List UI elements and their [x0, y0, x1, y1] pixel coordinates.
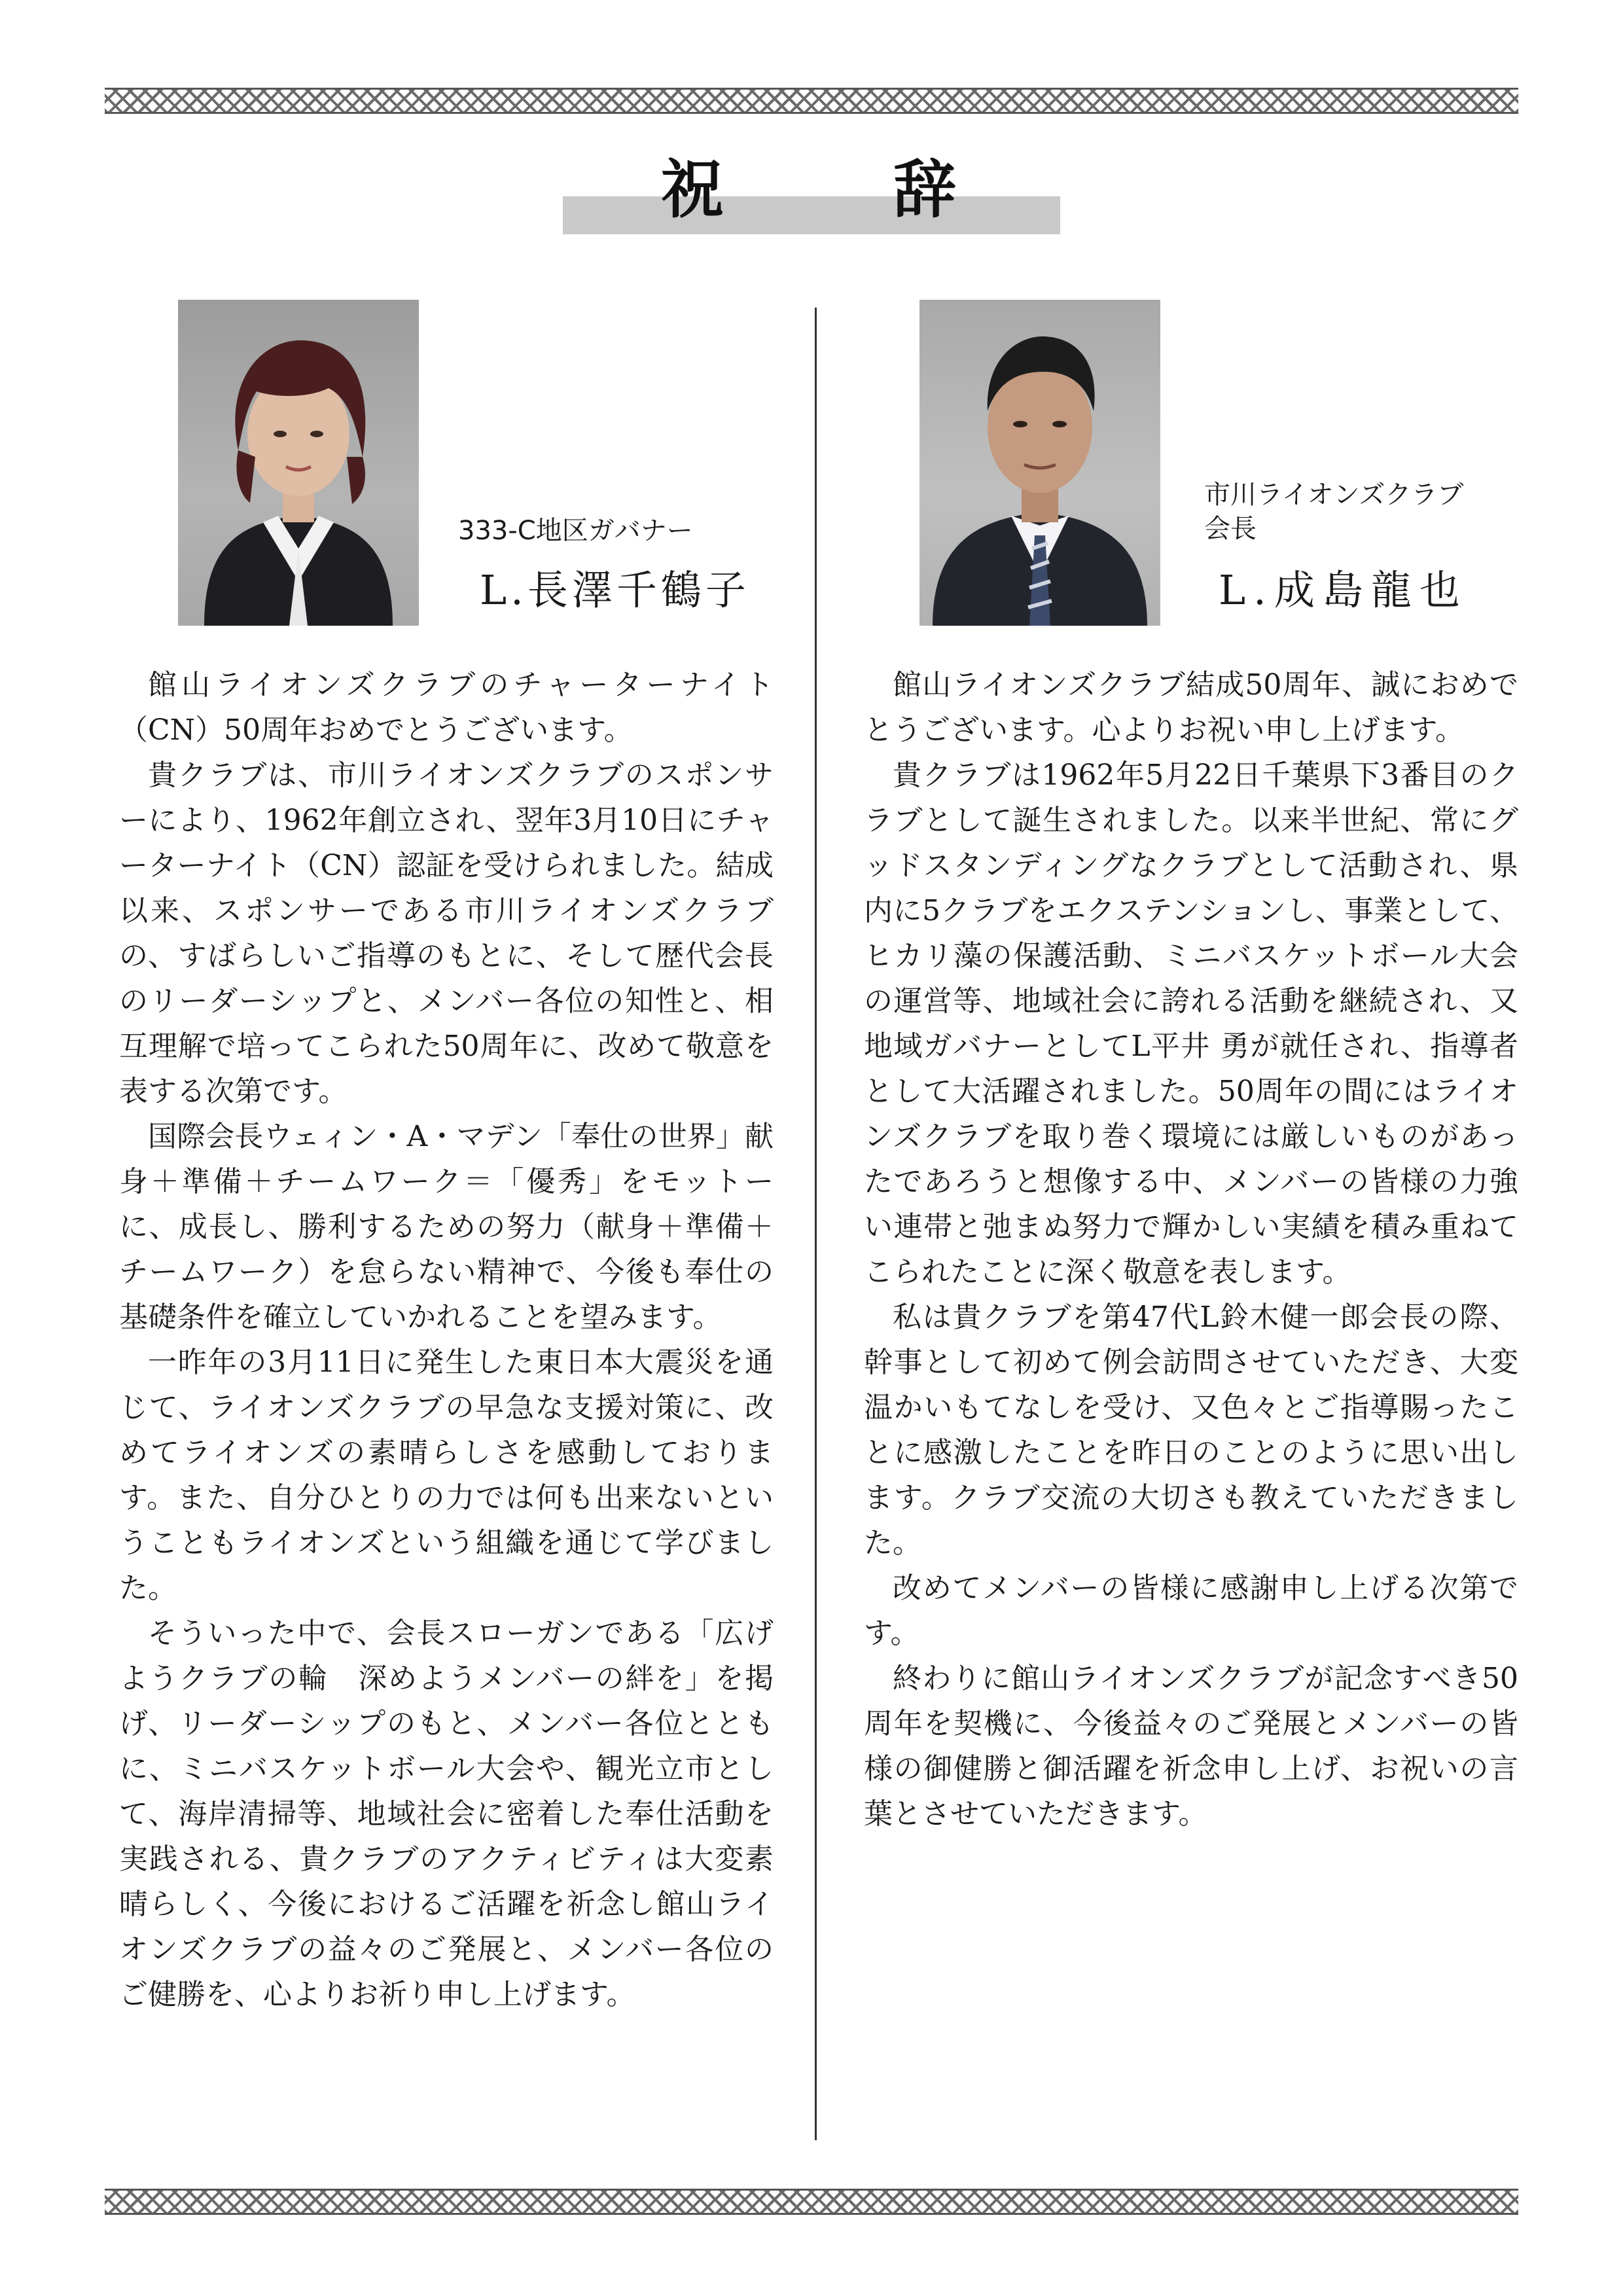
right-affiliation-line1: 市川ライオンズクラブ [1204, 480, 1464, 510]
right-paragraph: 改めてメンバーの皆様に感謝申し上げる次第です。 [864, 1571, 1518, 1650]
title-char-1: 祝 [661, 152, 724, 226]
title-char-2: 辞 [893, 152, 956, 226]
decorative-border-bottom [105, 2189, 1518, 2215]
right-paragraph: 終わりに館山ライオンズクラブが記念すべき50周年を契機に、今後益々のご発展とメンバーの皆様の御健勝と御活躍を祈念申し上げ、お祝いの言葉とさせていただきます。 [864, 1662, 1518, 1831]
portrait-photo-man [919, 300, 1160, 626]
left-paragraph: そういった中で、会長スローガンである「広げようクラブの輪 深めようメンバーの絆を」を掲げ、リーダーシップのもと、メンバー各位とともに、ミニバスケットボール大会や、観光立市として、海岸清掃等、地域社会に密着した奉仕活動を実践される、貴クラブのアクティビティは大変素晴らしく、今後におけるご活躍を祈念し館山ライオンズクラブの益々のご発展と、メンバー各位のご健勝を、心よりお祈り申し上げます。 [119, 1617, 774, 2011]
left-paragraph: 国際会長ウェィン・A・マデン「奉仕の世界」献身＋準備＋チームワーク＝「優秀」をモットーに、成長し、勝利するための努力（献身＋準備＋チームワーク）を怠らない精神で、今後も奉仕の基礎条件を確立していかれることを望みます。 [119, 1120, 774, 1334]
right-name: L.成島龍也 [1219, 566, 1468, 614]
left-paragraph: 一昨年の3月11日に発生した東日本大震災を通じて、ライオンズクラブの早急な支援対策に、改めてライオンズの素晴らしさを感動しております。また、自分ひとりの力では何も出来ないということもライオンズという組織を通じて学びました。 [119, 1346, 774, 1605]
title-underline-bar [563, 196, 1060, 234]
decorative-border-top [105, 88, 1518, 114]
left-paragraph: 館山ライオンズクラブのチャーターナイト（CN）50周年おめでとうございます。 [119, 668, 774, 747]
left-affiliation: 333-C地区ガバナー [458, 516, 693, 546]
left-paragraph: 貴クラブは、市川ライオンズクラブのスポンサーにより、1962年創立され、翌年3月10日にチャーターナイト（CN）認証を受けられました。結成以来、スポンサーである市川ライオンズクラブの、すばらしいご指導のもとに、そして歴代会長のリーダーシップと、メンバー各位の知性と、相互理解で培ってこられた50周年に、改めて敬意を表する次第です。 [119, 759, 774, 1108]
right-affiliation-line2: 会長 [1204, 514, 1257, 544]
right-affiliation [1204, 478, 1463, 546]
portrait-photo-woman [178, 300, 419, 626]
right-paragraph: 貴クラブは1962年5月22日千葉県下3番目のクラブとして誕生されました。以来半世紀、常にグッドスタンディングなクラブとして活動され、県内に5クラブをエクステンションし、事業として、ヒカリ藻の保護活動、ミニバスケットボール大会の運営等、地域社会に誇れる活動を継続され、又地域ガバナーとしてL平井 勇が就任され、指導者として大活躍されました。50周年の間にはライオンズクラブを取り巻く環境には厳しいものがあったであろうと想像する中、メンバーの皆様の力強い連帯と弛まぬ努力で輝かしい実績を積み重ねてこられたことに深く敬意を表します。 [864, 759, 1518, 1289]
right-paragraph: 館山ライオンズクラブ結成50周年、誠におめでとうございます。心よりお祝い申し上げます。 [864, 668, 1518, 747]
page-title [563, 151, 1060, 236]
left-message [119, 662, 774, 2017]
right-message [864, 662, 1518, 1837]
left-name: L.長澤千鶴子 [480, 566, 750, 614]
column-divider [815, 308, 817, 2140]
right-paragraph: 私は貴クラブを第47代L鈴木健一郎会長の際、幹事として初めて例会訪問させていただき、大変温かいもてなしを受け、又色々とご指導賜ったことに感激したことを昨日のことのように思い出します。クラブ交流の大切さも教えていただきました。 [864, 1300, 1518, 1560]
